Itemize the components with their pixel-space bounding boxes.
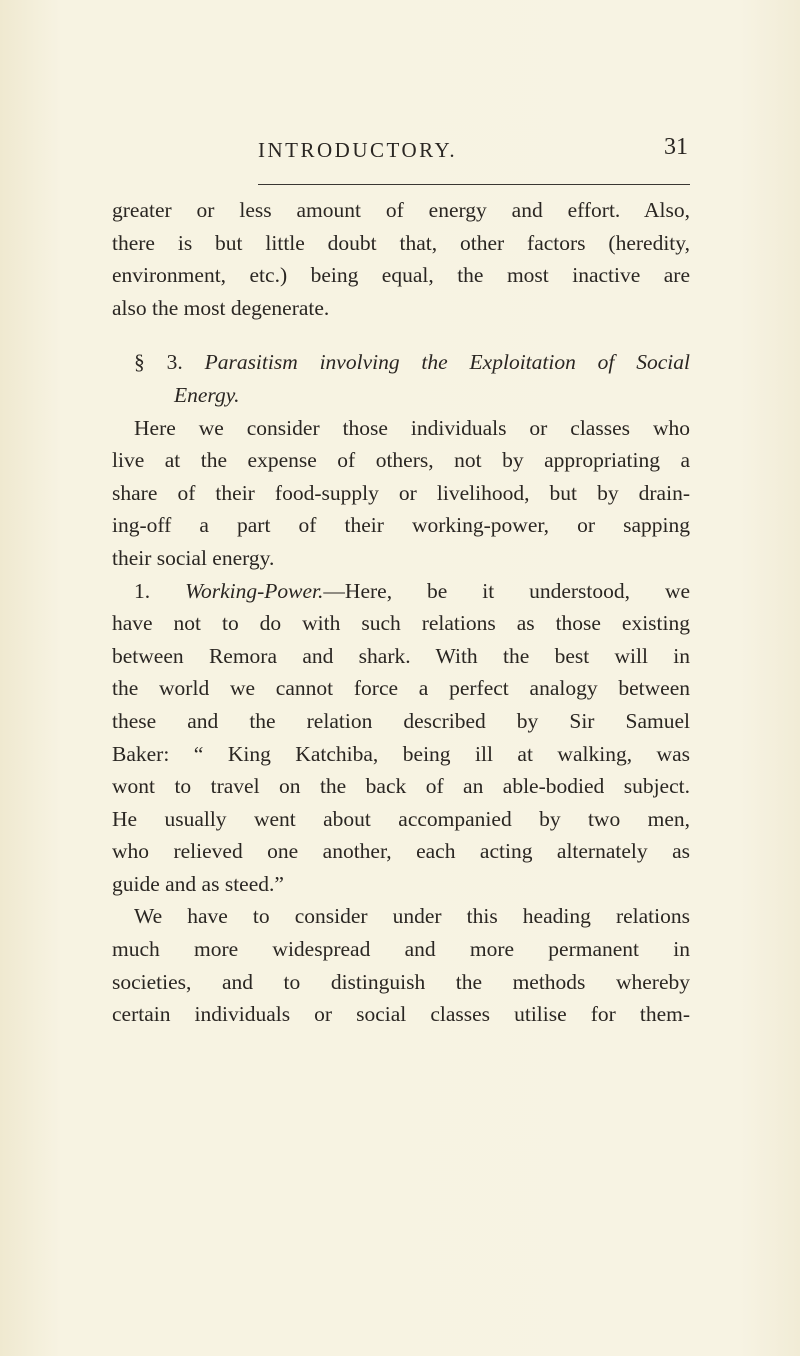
- paragraph-2: [112, 412, 690, 575]
- subsection-heading: Working-Power.: [185, 578, 324, 603]
- text-line: greater or less amount of energy and effort. Also,: [112, 198, 690, 222]
- text-line: the world we cannot force a perfect analogy between: [112, 676, 690, 701]
- text-line: Baker: “ King Katchiba, being ill at walking, was: [112, 741, 690, 766]
- text-line: share of their food-supply or livelihood, but by drain-: [112, 480, 690, 505]
- text-line: have not to do with such relations as those existing: [112, 611, 690, 636]
- running-head: INTRODUCTORY.: [258, 138, 458, 162]
- paragraph-4: [112, 900, 690, 1030]
- text-line: environment, etc.) being equal, the most inactive are: [112, 263, 690, 288]
- text-line: there is but little doubt that, other factors (heredity,: [112, 230, 690, 255]
- section-number: § 3.: [134, 350, 183, 375]
- text-line: their social energy.: [112, 545, 275, 570]
- text-line: certain individuals or social classes utilise for them-: [112, 1002, 690, 1027]
- text-line: much more widespread and more permanent in: [112, 937, 690, 962]
- text-line: between Remora and shark. With the best will in: [112, 643, 690, 668]
- text-line: also the most degenerate.: [112, 295, 330, 320]
- body-text: [112, 194, 690, 1031]
- page-number: 31: [664, 134, 688, 160]
- text-line: wont to travel on the back of an able-bodied subject.: [112, 774, 690, 799]
- text-line: Here we consider those individuals or classes who: [134, 415, 690, 440]
- page-header: [258, 134, 688, 174]
- section-title: Parasitism involving the Exploitation of Social: [204, 350, 690, 375]
- text-line: societies, and to distinguish the methods whereby: [112, 969, 690, 994]
- text-line: ing-off a part of their working-power, or sapping: [112, 513, 690, 538]
- section-title-continued: Energy.: [174, 382, 240, 407]
- paragraph-1: [112, 194, 690, 324]
- text-line: We have to consider under this heading relations: [134, 904, 690, 929]
- text-line: who relieved one another, each acting alternately as: [112, 839, 690, 864]
- text-line: live at the expense of others, not by appropriating a: [112, 448, 690, 473]
- subsection-number: 1.: [134, 578, 151, 603]
- text-line: guide and as steed.”: [112, 871, 284, 896]
- subsection-line: [112, 575, 690, 608]
- subsection-text: —Here, be it understood, we: [323, 578, 691, 603]
- text-line: these and the relation described by Sir Samuel: [112, 708, 690, 733]
- section-title-line: [112, 346, 690, 379]
- header-rule: [258, 184, 690, 185]
- section-3-heading: [112, 346, 690, 411]
- text-line: He usually went about accompanied by two men,: [112, 806, 690, 831]
- paragraph-3: [112, 575, 690, 901]
